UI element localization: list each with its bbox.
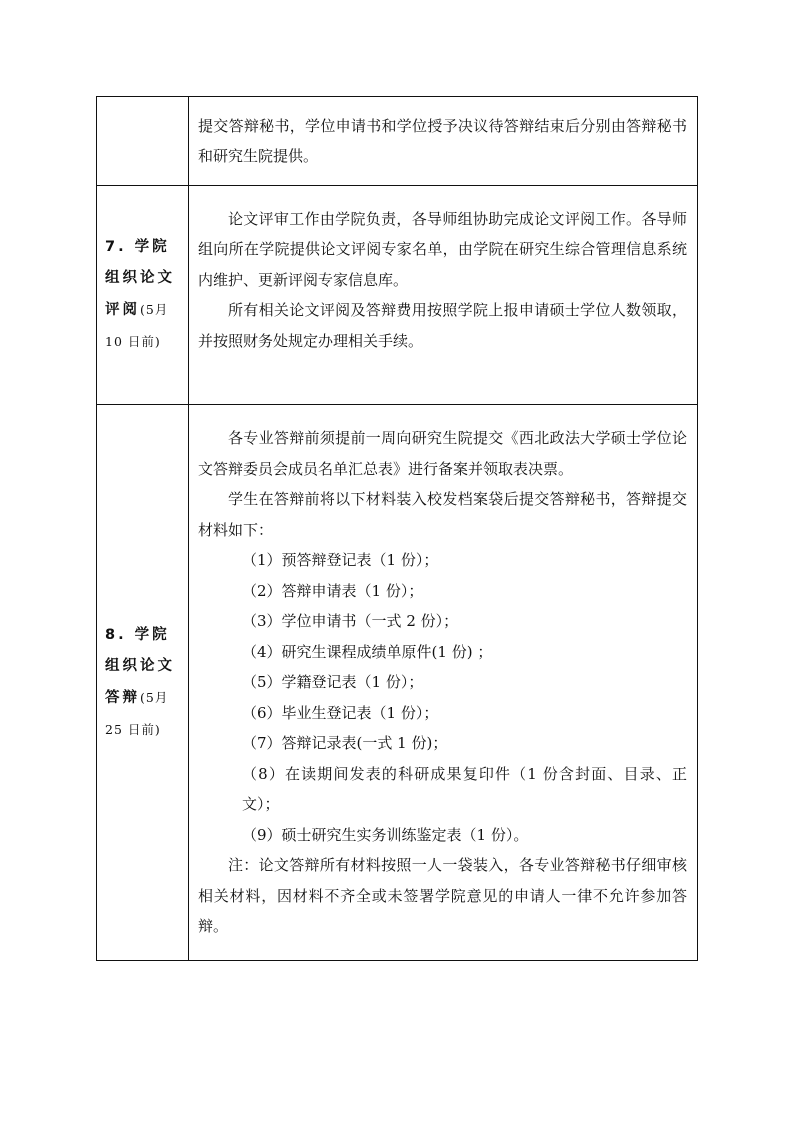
step-deadline: (5月 25 日前) [105,689,169,737]
paragraph: 提交答辩秘书，学位申请书和学位授予决议待答辩结束后分别由答辩秘书和研究生院提供。 [198,116,687,165]
spacer [198,356,687,387]
paragraph: 各专业答辩前须提前一周向研究生院提交《西北政法大学硕士学位论文答辩委员会成员名单汇总表》进行备案并领取表决票。 [198,429,687,478]
table-row [97,186,698,405]
step-title: 8. 学院组织论文答辩 [105,626,175,706]
row-label-empty [97,97,189,186]
paragraph: 论文评审工作由学院负责，各导师组协助完成论文评阅工作。各导师组向所在学院提供论文评阅专家名单，由学院在研究生综合管理信息系统内维护、更新评阅专家信息库。 [198,209,687,289]
list-item: （7）答辩记录表(一式 1 份)； [242,734,448,753]
procedure-table [96,96,698,961]
row-label [97,405,189,961]
list-item: （9）硕士研究生实务训练鉴定表（1 份）。 [242,825,529,844]
row-content [189,405,698,961]
row-content [189,97,698,186]
list-item: （2）答辩申请表（1 份）； [242,581,424,600]
list-item: （4）研究生课程成绩单原件(1 份) ； [242,642,493,661]
list-item: （5）学籍登记表（1 份）； [242,673,424,692]
step-deadline: (5月 10 日前) [105,302,169,349]
list-item: （6）毕业生登记表（1 份）； [242,703,439,722]
step-title: 7. 学院组织论文评阅 [105,239,175,318]
row-content [189,186,698,405]
note-paragraph: 注：论文答辩所有材料按照一人一袋装入，各专业答辩秘书仔细审核相关材料，因材料不齐全或未签署学院意见的申请人一律不允许参加答辩。 [198,856,687,936]
paragraph: 所有相关论文评阅及答辩费用按照学院上报申请硕士学位人数领取，并按照财务处规定办理相关手续。 [198,301,687,350]
table-row [97,405,698,961]
list-item: （8）在读期间发表的科研成果复印件（1 份含封面、目录、正文）； [242,764,687,814]
table-row [97,97,698,186]
row-label [97,186,189,405]
list-item: （3）学位申请书（一式 2 份）； [242,612,459,631]
paragraph: 学生在答辩前将以下材料装入校发档案袋后提交答辩秘书，答辩提交材料如下： [198,490,687,539]
list-item: （1）预答辩登记表（1 份）； [242,551,439,570]
